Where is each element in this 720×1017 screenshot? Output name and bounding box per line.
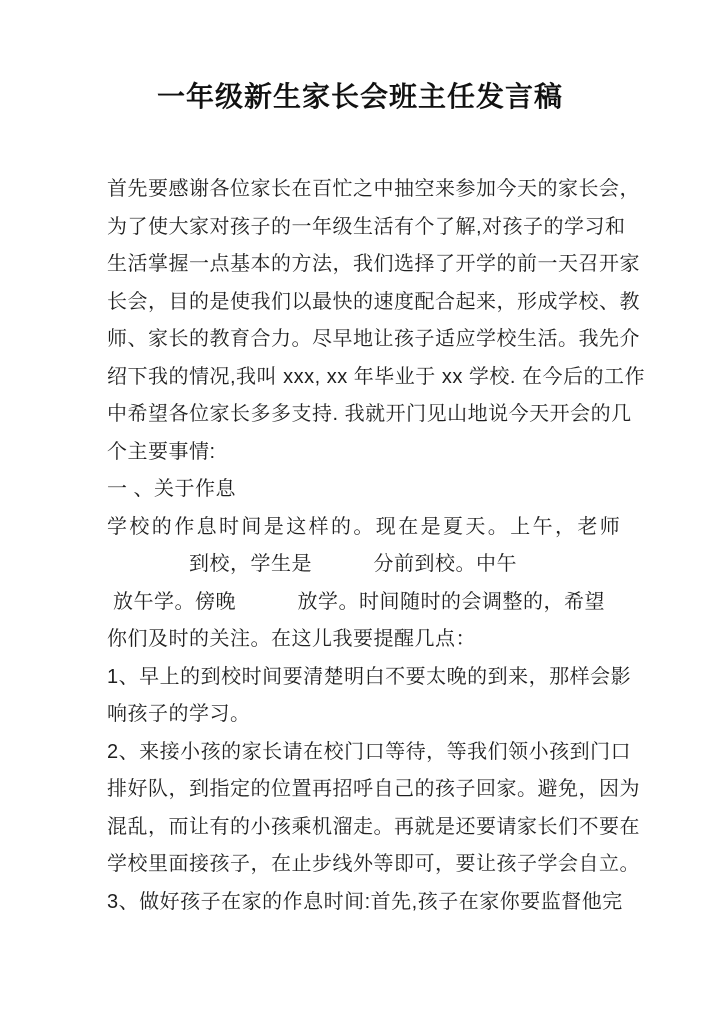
text-line: 个主要事情:: [107, 440, 216, 463]
text-line: 混乱，而让有的小孩乘机溜走。再就是还要请家长们不要在: [107, 815, 640, 838]
list-item: 2、来接小孩的家长请在校门口等待，等我们领小孩到门口: [107, 740, 632, 763]
text-line: 响孩子的学习。: [107, 703, 251, 725]
list-item: 1、早上的到校时间要清楚明白不要太晚的到来，那样会影: [107, 665, 632, 688]
text-line: 中希望各位家长多多支持. 我就开门见山地说今天开会的几: [107, 403, 632, 425]
section-heading: 一 、关于作息: [107, 478, 237, 500]
list-item: 3、做好孩子在家的作息时间:首先,孩子在家你要监督他完: [107, 890, 623, 913]
text-line: 绍下我的情况,我叫 xxx, xx 年毕业于 xx 学校. 在今后的工作: [107, 365, 646, 388]
text-line-with-blanks: 到校，学生是 分前到校。中午: [107, 553, 517, 575]
document-body: [107, 171, 646, 921]
text-line: 长会，目的是使我们以最快的速度配合起来，形成学校、教: [107, 290, 640, 313]
text-line: 首先要感谢各位家长在百忙之中抽空来参加今天的家长会，: [107, 178, 640, 200]
text-line: 生活掌握一点基本的方法，我们选择了开学的前一天召开家: [107, 253, 640, 275]
text-line: 学校的作息时间是这样的。现在是夏天。上午，老师: [107, 515, 623, 538]
text-line-with-blanks: 放午学。傍晚 放学。时间随时的会调整的，希望: [107, 590, 606, 613]
text-line: 学校里面接孩子，在止步线外等即可，要让孩子学会自立。: [107, 853, 640, 875]
text-line: 你们及时的关注。在这儿我要提醒几点：: [107, 628, 476, 650]
document-title: 一年级新生家长会班主任发言稿: [156, 82, 563, 113]
text-line: 排好队，到指定的位置再招呼自己的孩子回家。避免，因为: [107, 778, 640, 800]
text-line: 为了使大家对孩子的一年级生活有个了解,对孩子的学习和: [107, 215, 626, 238]
text-line: 师、家长的教育合力。尽早地让孩子适应学校生活。我先介: [107, 328, 640, 350]
